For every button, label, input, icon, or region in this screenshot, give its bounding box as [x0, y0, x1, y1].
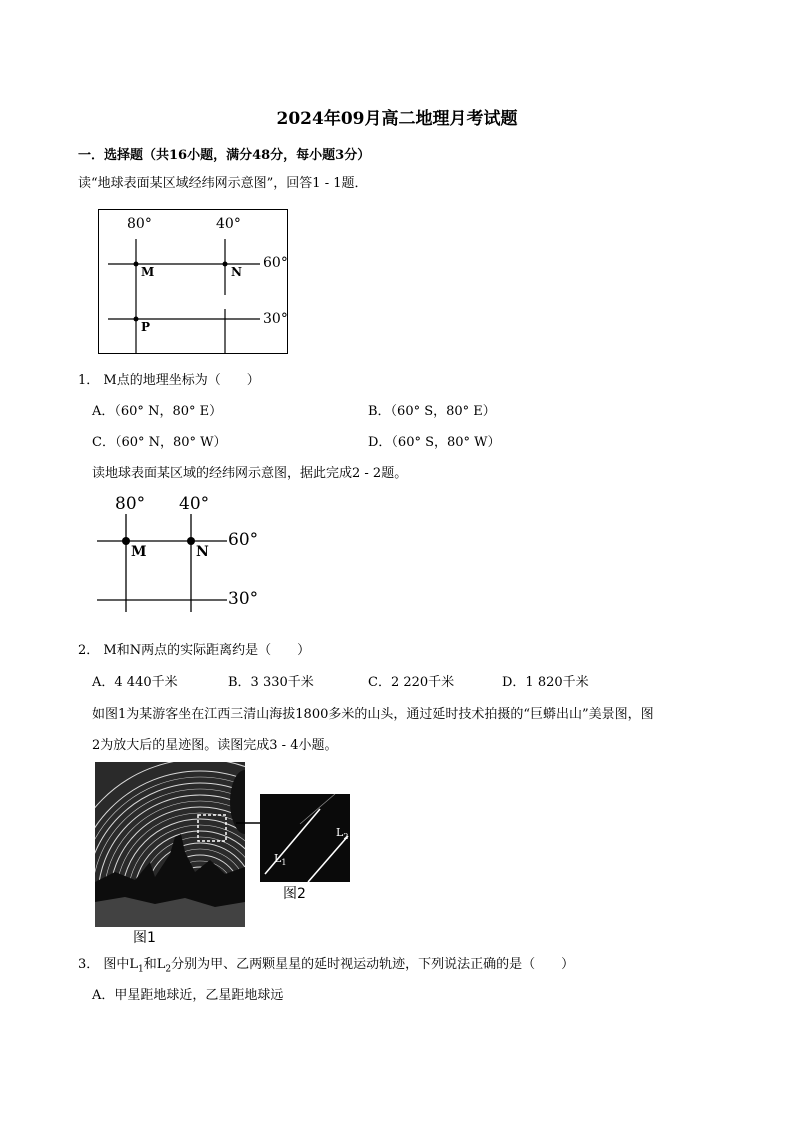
q2-option-c: C．2 220千米: [368, 675, 455, 690]
page-title: 2024年09月高二地理月考试题: [276, 109, 518, 129]
q2-option-d: D．1 820千米: [502, 675, 589, 690]
point-p-dot: [133, 316, 138, 321]
q1-stem: 1． M点的地理坐标为（ ）: [78, 373, 260, 388]
point-n-dot: [222, 261, 227, 266]
inset-label-l1: $L_1$: [274, 852, 287, 868]
star-trail-inset: [260, 794, 350, 882]
figure-1-caption: 图1: [133, 930, 156, 946]
intro-question-1: 读“地球表面某区域经纬网示意图”，回答1 - 1题．: [78, 176, 368, 191]
q1-option-d: D．（60° S，80° W）: [368, 435, 501, 450]
q3-stem: 3． 图中$L_1$和$L_2$分别为甲、乙两颗星星的延时视运动轨迹，下列说法正确的是（ ）: [78, 957, 575, 975]
star-trail-photo: [95, 762, 245, 927]
intro-question-2: 读地球表面某区域的经纬网示意图，据此完成2 - 2题。: [92, 466, 408, 481]
inset-label-l2: $L_2$: [336, 826, 349, 842]
zoom-connector-line: [236, 818, 262, 828]
fig2-point-m-label: M: [131, 544, 147, 560]
q1-option-a: A．（60° N，80° E）: [92, 404, 223, 419]
fig2-lat-top-label: 60°: [228, 530, 259, 550]
figure-1-grid: [98, 209, 288, 354]
q1-option-c: C．（60° N，80° W）: [92, 435, 227, 450]
fig2-lon-left-label: 80°: [115, 494, 146, 514]
q2-option-b: B．3 330千米: [228, 675, 314, 690]
point-m-dot: [133, 261, 138, 266]
intro-question-3-line1: 如图1为某游客坐在江西三清山海拔1800多米的山头，通过延时技术拍摄的“巨蟒出山”美景图，图: [92, 707, 654, 722]
intro-question-3-line2: 2为放大后的星迹图。读图完成3 - 4小题。: [92, 738, 338, 753]
q1-option-b: B．（60° S，80° E）: [368, 404, 496, 419]
section-heading: 一．选择题（共16小题，满分48分，每小题3分）: [78, 148, 371, 163]
q2-option-a: A．4 440千米: [92, 675, 178, 690]
fig1-lat-top-label: 60°: [263, 255, 288, 271]
fig1-point-m-label: M: [141, 265, 155, 279]
fig1-lon-left-label: 80°: [127, 216, 152, 232]
fig1-point-n-label: N: [231, 265, 242, 279]
fig2-point-n-dot: [187, 537, 195, 545]
fig1-lat-bottom-label: 30°: [263, 311, 288, 327]
trail-l2-line: [308, 836, 348, 882]
fig2-lat-bottom-label: 30°: [228, 589, 259, 609]
q2-stem: 2． M和N两点的实际距离约是（ ）: [78, 643, 311, 658]
figure-1-svg: [98, 209, 288, 354]
fig2-point-n-label: N: [196, 544, 209, 560]
figure-2-grid: [95, 494, 275, 614]
fig1-point-p-label: P: [141, 320, 151, 334]
figure-2-caption: 图2: [283, 886, 306, 902]
fig2-point-m-dot: [122, 537, 130, 545]
star-trail-photo-svg: [95, 762, 245, 927]
fig2-lon-right-label: 40°: [179, 494, 210, 514]
fig1-lon-right-label: 40°: [216, 216, 241, 232]
q3-option-a: A．甲星距地球近，乙星距地球远: [92, 988, 284, 1003]
